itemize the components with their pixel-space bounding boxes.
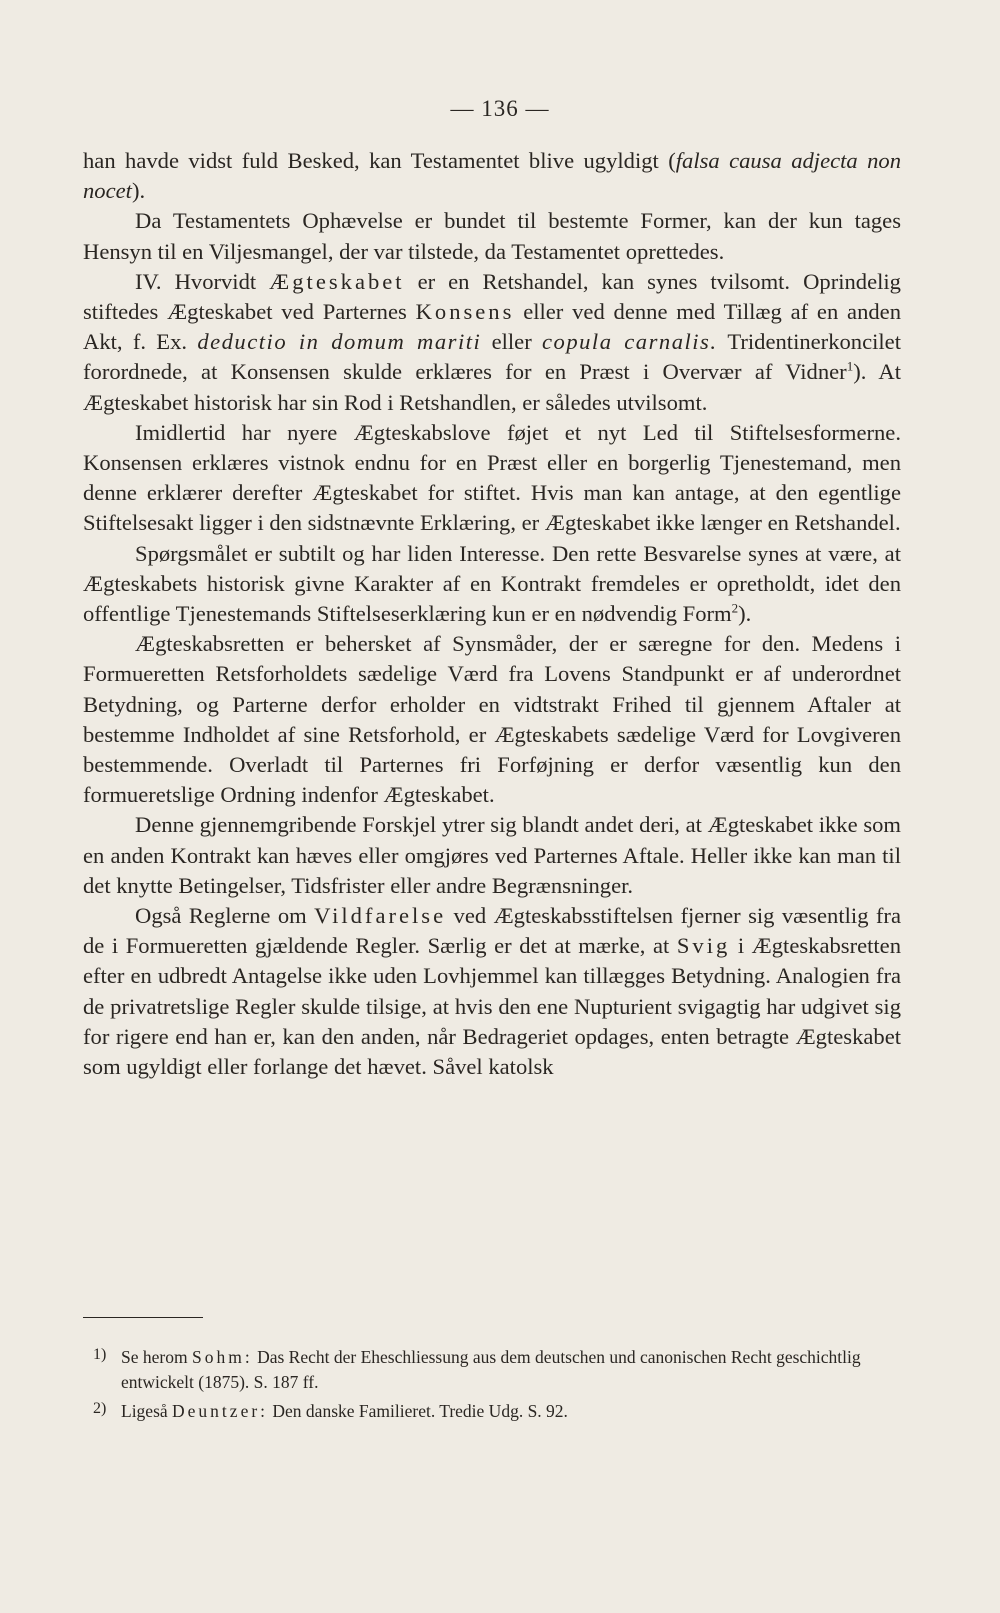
footnotes xyxy=(83,1345,901,1428)
latin-phrase: deductio in domum mariti xyxy=(197,329,482,355)
footnote-2: 2) Ligeså Deuntzer: Den danske Familieret. Tredie Udg. S. 92. xyxy=(83,1399,901,1424)
spaced-term: Svig xyxy=(676,933,731,959)
paragraph-7: Denne gjennemgribende Forskjel ytrer sig blandt andet deri, at Ægteskabet ikke som en anden Kontrakt kan hæves eller omgjøres ved Parternes Aftale. Heller ikke kan man til det knytte Betingelser, Tidsfrister eller andre Begrænsninger. xyxy=(83,812,901,898)
footnote-ref-2[interactable]: 2 xyxy=(731,600,739,616)
paragraph-5: Spørgsmålet er subtilt og har liden Interesse. Den rette Besvarelse synes at være, at Ægteskabets historisk givne Karakter af en Kontrakt fremdeles er opretholdt, idet den offentlige Tjenestemands Stiftelseserklæring kun er en nødvendig Form$^2$). xyxy=(83,540,901,627)
paragraph-6: Ægteskabsretten er behersket af Synsmåder, der er særegne for den. Medens i Formueretten Retsforholdets sædelige Værd fra Lovens Standpunkt er af underordnet Betydning, og Parterne derfor erholder en vidtstrakt Frihed til gjennem Aftaler at bestemme Indholdet af sine Retsforhold, er Ægteskabets sædelige Værd for Lovgiveren bestemmende. Overladt til Parternes fri Forføjning er derfor væsentlig kun den formueretslige Ordning indenfor Ægteskabet. xyxy=(83,631,901,808)
spaced-term: Vildfarelse xyxy=(314,903,447,929)
spaced-term: Ægteskabet xyxy=(269,268,405,294)
footnote-1: 1) Se herom Sohm: Das Recht der Eheschliessung aus dem deutschen und canonischen Recht geschichtlig entwickelt (1875). S. 187 ff. xyxy=(83,1345,901,1395)
latin-phrase: copula carnalis. xyxy=(542,329,718,355)
paragraph-1: han havde vidst fuld Besked, kan Testamentet blive ugyldigt (falsa causa adjecta non nocet). xyxy=(83,148,901,204)
spaced-term: Konsens xyxy=(415,299,515,325)
main-text xyxy=(83,146,901,1082)
paragraph-2: Da Testamentets Ophævelse er bundet til bestemte Former, kan der kun tages Hensyn til en Viljesmangel, der var tilstede, da Testamentet oprettedes. xyxy=(83,208,901,264)
paragraph-4: Imidlertid har nyere Ægteskabslove føjet et nyt Led til Stiftelsesformerne. Konsensen erklæres vistnok endnu for en Præst eller en borgerlig Tjenestemand, men denne erklærer derefter Ægteskabet for stiftet. Hvis man kan antage, at den egentlige Stiftelsesakt ligger i den sidstnævnte Erklæring, er Ægteskabet ikke længer en Retshandel. xyxy=(83,419,901,536)
paragraph-8: Også Reglerne om Vildfarelse ved Ægteskabsstiftelsen fjerner sig væsentlig fra de i Formueretten gjældende Regler. Særlig er det at mærke, at Svig i Ægteskabsretten efter en udbredt Antagelse ikke uden Lovhjemmel kan tillægges Betydning. Analogien fra de privatretslige Regler skulde tilsige, at hvis den ene Nupturient svigagtig har udgivet sig for rigere end han er, kan den anden, når Bedrageriet opdages, enten betragte Ægteskabet som ugyldigt eller forlange det hævet. Såvel katolsk xyxy=(83,903,901,1080)
footnote-divider xyxy=(83,1317,203,1318)
page-number: — 136 — xyxy=(450,96,550,121)
footnote-author: Deuntzer: xyxy=(172,1401,269,1421)
footnote-ref-1[interactable]: 1 xyxy=(846,358,854,374)
latin-phrase: falsa causa adjecta non nocet xyxy=(83,148,901,204)
footnote-mark: 1) xyxy=(93,1346,107,1363)
footnote-mark: 2) xyxy=(93,1400,107,1417)
paragraph-3: IV. Hvorvidt Ægteskabet er en Retshandel, kan synes tvilsomt. Oprindelig stiftedes Ægteskabet ved Parternes Konsens eller ved denne med Tillæg af en anden Akt, f. Ex. deductio in domum mariti eller copula carnalis. Tridentinerkoncilet forordnede, at Konsensen skulde erklæres for en Præst i Overvær af Vidner$^1$). At Ægteskabet historisk har sin Rod i Retshandlen, er således utvilsomt. xyxy=(83,268,901,415)
footnote-author: Sohm: xyxy=(191,1347,253,1367)
